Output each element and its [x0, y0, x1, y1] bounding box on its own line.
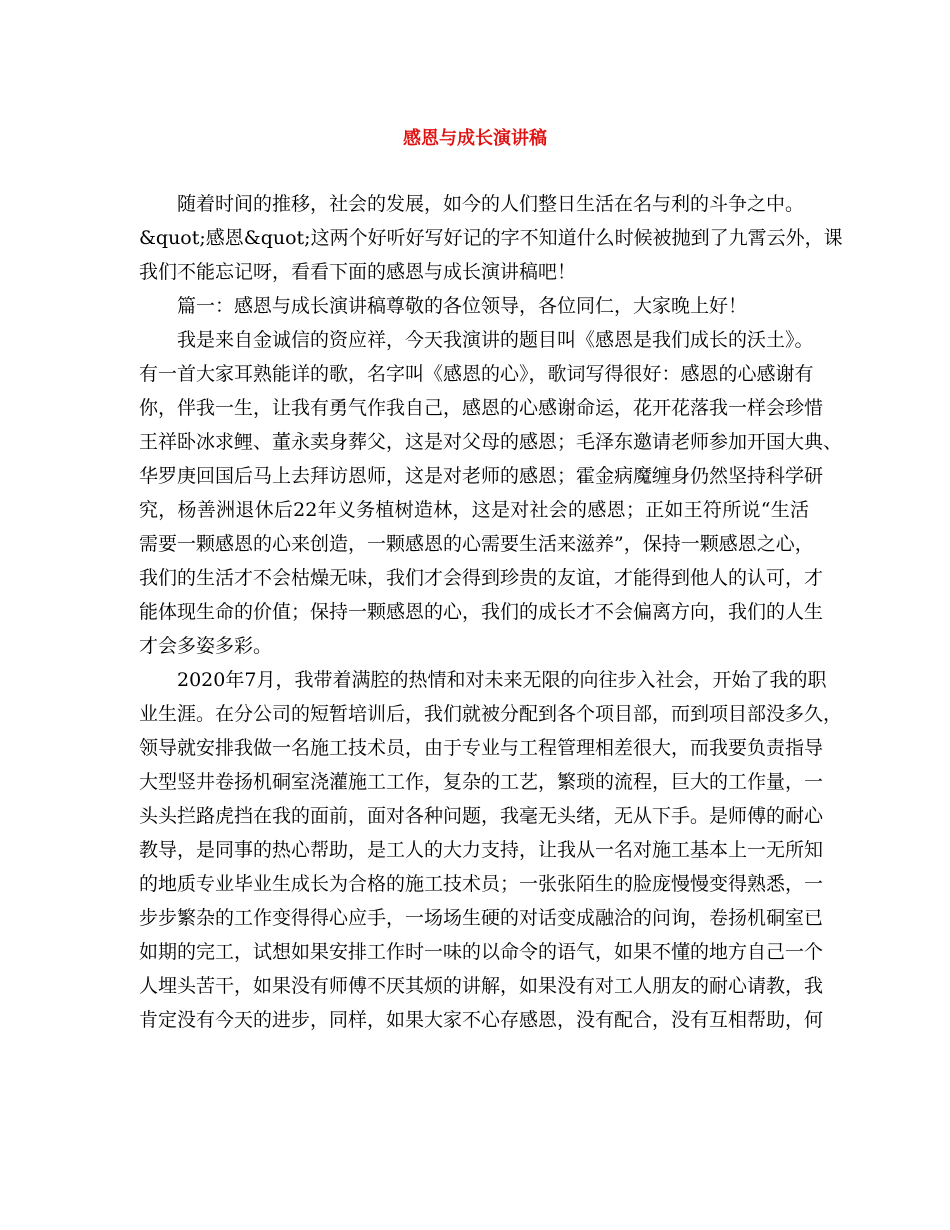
text-line: 才会多姿多彩。	[139, 635, 273, 657]
text-line: 随着时间的推移，社会的发展，如今的人们整日生活在名与利的斗争之中。	[177, 193, 805, 215]
text-line: 需要一颗感恩的心来创造，一颗感恩的心需要生活来滋养”，保持一颗感恩之心，	[139, 533, 814, 555]
text-line: 我们的生活才不会枯燥无味，我们才会得到珍贵的友谊，才能得到他人的认可，才	[139, 567, 824, 589]
text-line: 篇一：感恩与成长演讲稿尊敬的各位领导，各位同仁，大家晚上好！	[177, 295, 748, 317]
text-line: 你，伴我一生，让我有勇气作我自己，感恩的心感谢命运，花开花落我一样会珍惜	[139, 397, 824, 419]
text-line: 步步繁杂的工作变得得心应手，一场场生硬的对话变成融洽的问询，卷扬机硐室已	[139, 907, 824, 929]
text-line: 我是来自金诚信的资应祥，今天我演讲的题目叫《感恩是我们成长的沃土》。	[177, 329, 814, 351]
text-line: 领导就安排我做一名施工技术员，由于专业与工程管理相差很大，而我要负责指导	[139, 737, 824, 759]
text-line: 教导，是同事的热心帮助，是工人的大力支持，让我从一名对施工基本上一无所知	[139, 839, 824, 861]
document-title: 感恩与成长演讲稿	[403, 128, 547, 149]
document-body	[139, 187, 843, 1037]
text-line: &quot;感恩&quot;这两个好听好写好记的字不知道什么时候被抛到了九霄云外，课	[139, 227, 843, 249]
text-line: 如期的完工，试想如果安排工作时一味的以命令的语气，如果不懂的地方自己一个	[139, 941, 824, 963]
text-line: 我们不能忘记呀，看看下面的感恩与成长演讲稿吧！	[139, 261, 577, 283]
text-line: 业生涯。在分公司的短暂培训后，我们就被分配到各个项目部，而到项目部没多久，	[139, 703, 843, 725]
text-line: 大型竖井卷扬机硐室浇灌施工工作，复杂的工艺，繁琐的流程，巨大的工作量，一	[139, 771, 824, 793]
text-line: 人埋头苦干，如果没有师傅不厌其烦的讲解，如果没有对工人朋友的耐心请教，我	[139, 975, 824, 997]
text-line: 头头拦路虎挡在我的面前，面对各种问题，我毫无头绪，无从下手。是师傅的耐心	[139, 805, 824, 827]
text-line: 能体现生命的价值；保持一颗感恩的心，我们的成长才不会偏离方向，我们的人生	[139, 601, 824, 623]
text-line: 的地质专业毕业生成长为合格的施工技术员；一张张陌生的脸庞慢慢变得熟悉，一	[139, 873, 824, 895]
text-line: 华罗庚回国后马上去拜访恩师，这是对老师的感恩；霍金病魔缠身仍然坚持科学研	[139, 465, 824, 487]
text-line: 肯定没有今天的进步，同样，如果大家不心存感恩，没有配合，没有互相帮助，何	[139, 1009, 824, 1031]
text-line: 有一首大家耳熟能详的歌，名字叫《感恩的心》，歌词写得很好：感恩的心感谢有	[139, 363, 814, 385]
text-line: 王祥卧冰求鲤、董永卖身葬父，这是对父母的感恩；毛泽东邀请老师参加开国大典、	[139, 431, 843, 453]
text-line: 2020年7月，我带着满腔的热情和对未来无限的向往步入社会，开始了我的职	[177, 669, 827, 691]
text-line: 究，杨善洲退休后22年义务植树造林，这是对社会的感恩；正如王符所说“生活	[139, 499, 809, 521]
